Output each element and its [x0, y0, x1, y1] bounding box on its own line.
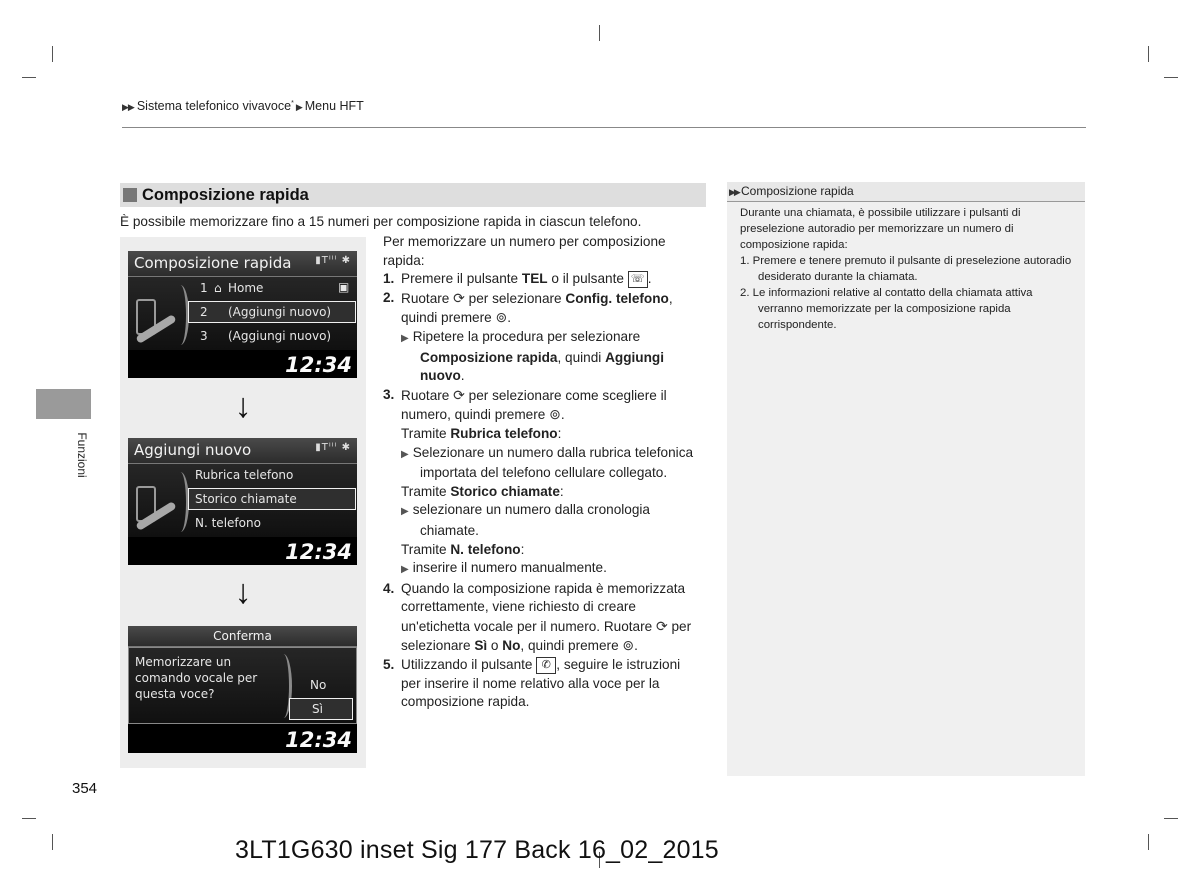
- screen-body: [128, 277, 357, 350]
- step-text: selezionare un numero dalla cronologia chiamate.: [412, 502, 650, 538]
- home-icon: ⌂: [214, 281, 222, 295]
- breadcrumb-star: *: [291, 99, 294, 107]
- step-keyword: Config. telefono: [565, 290, 669, 306]
- triangle-bullet-icon: ▶: [401, 448, 409, 460]
- crop-mark: [1148, 46, 1149, 62]
- list-item-number: 1: [200, 281, 208, 295]
- option-no: No: [310, 678, 327, 692]
- screen-footer: [128, 726, 357, 753]
- down-arrow-icon: ↓: [234, 387, 252, 425]
- step-text: Quando la composizione rapida è memorizzata correttamente, viene richiesto di creare un'etichetta vocale per il numero. Ruotare: [401, 580, 686, 634]
- step-text: , quindi premere: [520, 638, 623, 654]
- note-paragraph: Durante una chiamata, è possibile utilizzare i pulsanti di preselezione autoradio per memorizzare un numero di composizione rapida:: [740, 207, 1021, 251]
- list-item: Storico chiamate: [195, 492, 297, 506]
- step-4: [383, 580, 703, 656]
- steps-lead: Per memorizzare un numero per composizione rapida:: [383, 234, 666, 268]
- option-description: [383, 559, 703, 580]
- clock: 12:34: [285, 728, 352, 752]
- press-icon: ⊚: [549, 406, 561, 423]
- step-number: 4.: [383, 580, 395, 596]
- note-list-item: 2. Le informazioni relative al contatto della chiamata attiva verranno memorizzate per la composizione rapida corrispondente.: [740, 287, 1033, 331]
- crop-mark: [599, 25, 600, 41]
- note-header: [727, 182, 1085, 202]
- step-5: [383, 656, 703, 712]
- note-list-item: 1. Premere e tenere premuto il pulsante di preselezione autoradio desiderato durante la chiamata.: [740, 255, 1072, 283]
- step-text: .: [647, 271, 652, 287]
- step-text: , seguire le istruzioni per inserire il nome relativo alla voce per la composizione rapida.: [401, 657, 681, 710]
- step-text: Ruotare: [401, 290, 454, 306]
- step-keyword: Composizione rapida: [420, 349, 558, 365]
- page-number: 354: [72, 780, 98, 797]
- press-icon: ⊚: [495, 309, 508, 326]
- option-heading: [383, 483, 703, 502]
- section-header: [120, 183, 706, 207]
- step-2: [383, 289, 703, 328]
- step-text: .: [560, 407, 565, 423]
- step-text: per selezionare: [464, 290, 566, 306]
- crop-mark: [22, 818, 36, 819]
- step-text: Tramite: [401, 541, 451, 557]
- chapter-tab: [36, 389, 91, 419]
- note-panel: [727, 182, 1085, 776]
- talk-icon: ✆: [536, 657, 556, 674]
- step-text: .: [460, 368, 465, 384]
- step-text: Tramite: [401, 483, 451, 499]
- section-title: Composizione rapida: [142, 186, 309, 204]
- note-arrow-icon: ▶▶: [729, 187, 739, 197]
- crop-mark: [52, 46, 53, 62]
- step-number: 5.: [383, 657, 395, 673]
- chapter-label: Funzioni: [75, 432, 89, 478]
- menu-curve-icon: [172, 472, 189, 532]
- crop-mark: [1164, 818, 1178, 819]
- step-number: 1.: [383, 271, 395, 287]
- step-text: Utilizzando il pulsante: [401, 657, 537, 673]
- list-item: (Aggiungi nuovo): [228, 329, 332, 343]
- step-text: , quindi: [557, 349, 606, 365]
- crop-mark: [1148, 834, 1149, 850]
- screen-add-new: [128, 438, 357, 565]
- note-title: Composizione rapida: [741, 184, 854, 198]
- step-keyword: TEL: [521, 271, 548, 287]
- status-icons: ▮Tᴵᴵᴵ ✱: [315, 442, 351, 453]
- dial-icon: ⟳: [453, 289, 465, 306]
- step-3: [383, 386, 703, 425]
- screen-confirm: [128, 626, 357, 753]
- step-keyword: Aggiungi nuovo: [420, 349, 664, 384]
- clock: 12:34: [285, 540, 352, 564]
- step-text: .: [507, 310, 511, 326]
- step-number: 3.: [383, 386, 395, 402]
- screen-footer: [128, 351, 357, 378]
- breadcrumb-arrow-icon: ▶▶: [122, 102, 134, 112]
- crop-mark: [22, 77, 36, 78]
- list-item: Home: [228, 281, 264, 295]
- step-1: [383, 270, 703, 289]
- step-keyword: No: [502, 638, 521, 654]
- screen-title: Composizione rapida: [134, 254, 292, 272]
- screen-title: Aggiungi nuovo: [134, 441, 252, 459]
- intro-text: È possibile memorizzare fino a 15 numeri per composizione rapida in ciascun telefono.: [120, 214, 642, 229]
- option-description: [383, 501, 703, 540]
- header-rule: [122, 127, 1086, 128]
- step-text: inserire il numero manualmente.: [412, 560, 607, 576]
- screen-speed-dial: [128, 251, 357, 378]
- step-text: per selezionare: [401, 618, 692, 654]
- note-body: [740, 205, 1075, 333]
- option-description: [383, 444, 703, 483]
- step-text: .: [634, 638, 638, 654]
- option-name: N. telefono: [450, 541, 521, 557]
- option-heading: [383, 541, 703, 560]
- triangle-bullet-icon: ▶: [401, 506, 409, 518]
- print-footer: 3LT1G630 inset Sig 177 Back 16_02_2015: [235, 836, 719, 864]
- screenshot-panel: [120, 237, 366, 768]
- crop-mark: [1164, 77, 1178, 78]
- step-text: Selezionare un numero dalla rubrica telefonica importata del telefono cellulare collegato.: [412, 444, 694, 481]
- list-item-number: 2: [200, 305, 208, 319]
- press-icon: ⊚: [622, 637, 635, 654]
- down-arrow-icon: ↓: [234, 573, 252, 611]
- screen-body: [128, 647, 357, 724]
- dial-icon: ⟳: [655, 617, 668, 634]
- list-item-number: 3: [200, 329, 208, 343]
- option-name: Storico chiamate: [450, 483, 560, 499]
- breadcrumb: [122, 99, 364, 113]
- step-2-substep: [383, 328, 703, 386]
- step-text: :: [557, 425, 562, 441]
- step-text: o: [487, 638, 503, 654]
- step-text: , quindi premere: [401, 290, 673, 326]
- dial-icon: ⟳: [453, 386, 465, 403]
- breadcrumb-part2: Menu HFT: [304, 99, 364, 113]
- step-text: :: [520, 541, 525, 557]
- crop-mark: [52, 834, 53, 850]
- procedure-steps: [383, 233, 703, 712]
- triangle-bullet-icon: ▶: [401, 332, 409, 344]
- step-text: Premere il pulsante: [401, 271, 522, 287]
- step-text: per selezionare come scegliere il numero, quindi premere: [401, 387, 667, 423]
- phone-icon: ☏: [628, 271, 648, 288]
- breadcrumb-arrow-icon: ▶: [295, 102, 303, 112]
- step-text: Ripetere la procedura per selezionare: [412, 328, 641, 344]
- list-item: Rubrica telefono: [195, 468, 294, 482]
- triangle-bullet-icon: ▶: [401, 564, 409, 576]
- breadcrumb-part1: Sistema telefonico vivavoce: [136, 99, 292, 113]
- list-item: (Aggiungi nuovo): [228, 305, 332, 319]
- screen-titlebar: [128, 438, 357, 464]
- option-si: Sì: [312, 702, 323, 716]
- screen-titlebar: [128, 626, 357, 647]
- list-item: N. telefono: [195, 516, 261, 530]
- step-keyword: Sì: [474, 638, 488, 654]
- step-text: Tramite: [401, 425, 451, 441]
- clock: 12:34: [285, 353, 352, 377]
- section-square-icon: [123, 188, 137, 202]
- menu-curve-icon: [172, 285, 189, 345]
- option-heading: [383, 425, 703, 444]
- step-text: :: [559, 483, 564, 499]
- screen-body: [128, 464, 357, 537]
- step-text: o il pulsante: [547, 271, 628, 287]
- step-number: 2.: [383, 289, 395, 305]
- screen-footer: [128, 538, 357, 565]
- status-icons: ▮Tᴵᴵᴵ ✱: [315, 255, 351, 266]
- confirm-question: Memorizzare un comando vocale per questa voce?: [135, 655, 258, 701]
- option-name: Rubrica telefono: [450, 425, 558, 441]
- screen-titlebar: [128, 251, 357, 277]
- step-text: Ruotare: [401, 387, 454, 403]
- contact-icon: ▣: [338, 280, 350, 294]
- screen-title: Conferma: [213, 629, 272, 643]
